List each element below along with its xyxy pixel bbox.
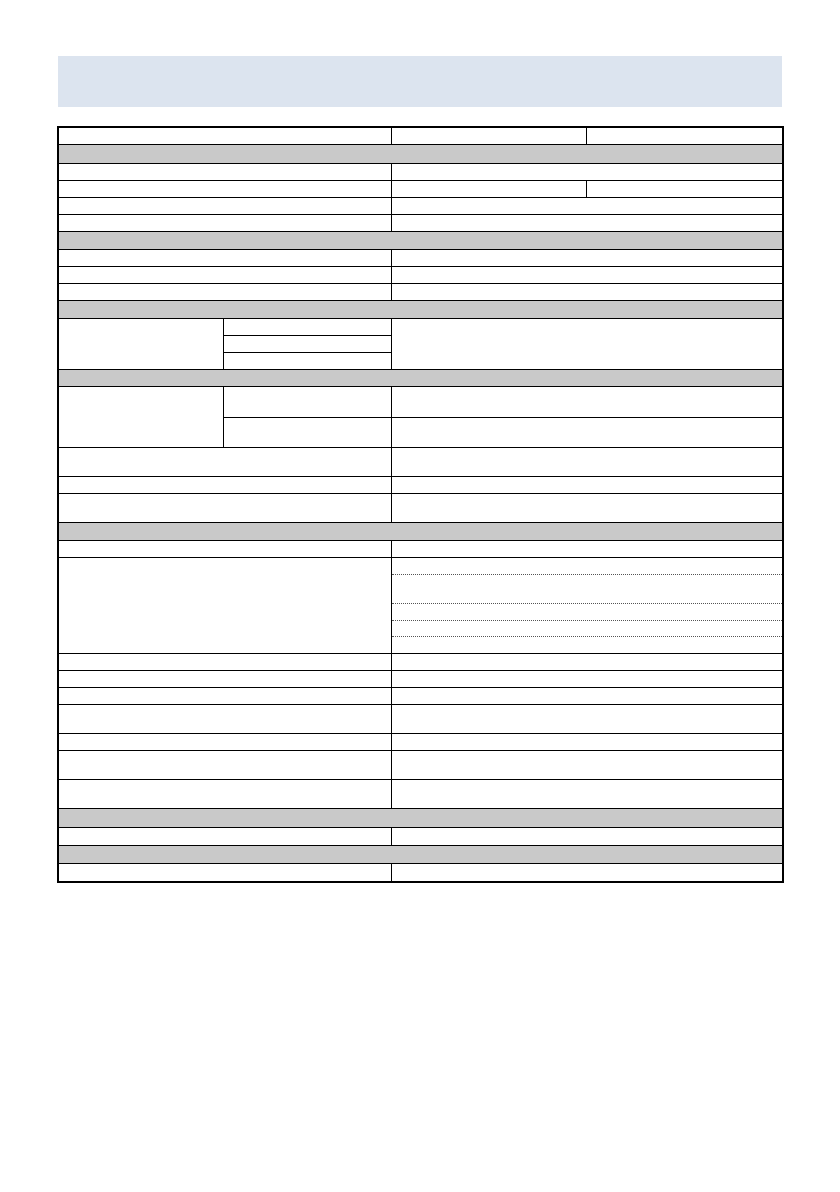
section-header [59, 809, 782, 828]
spec-value [587, 181, 782, 198]
spec-label [59, 705, 392, 734]
table-header-cell [392, 128, 587, 145]
spec-label [59, 164, 392, 181]
spec-group-label [59, 387, 224, 448]
spec-value [392, 494, 782, 523]
section-header [59, 301, 782, 319]
spec-label [59, 448, 392, 477]
spec-value [392, 164, 782, 181]
spec-value [392, 751, 782, 780]
spec-label [59, 828, 392, 846]
spec-value [392, 215, 782, 232]
spec-label [59, 215, 392, 232]
section-header [59, 370, 782, 387]
spec-value [392, 319, 782, 370]
spec-value [392, 198, 782, 215]
spec-value [392, 828, 782, 846]
spec-value [392, 734, 782, 751]
spec-value [392, 688, 782, 705]
spec-value [392, 477, 782, 494]
spec-value [392, 387, 782, 418]
table-header-cell [587, 128, 782, 145]
section-header [59, 846, 782, 864]
spec-label [59, 780, 392, 809]
spec-value [392, 558, 782, 575]
spec-label [59, 267, 392, 284]
spec-value [392, 604, 782, 621]
spec-label [59, 688, 392, 705]
spec-sub-label [224, 336, 392, 353]
section-header [59, 232, 782, 250]
spec-label [59, 864, 392, 881]
spec-value [392, 267, 782, 284]
section-header [59, 523, 782, 541]
spec-table [57, 126, 784, 883]
spec-value [392, 284, 782, 301]
spec-label [59, 654, 392, 671]
spec-value [392, 654, 782, 671]
spec-label [59, 181, 392, 198]
spec-label [59, 494, 392, 523]
spec-value [392, 621, 782, 637]
spec-sub-label [224, 319, 392, 336]
spec-label [59, 671, 392, 688]
spec-label [59, 751, 392, 780]
spec-label [59, 541, 392, 558]
spec-label [59, 734, 392, 751]
spec-label [59, 250, 392, 267]
spec-label [59, 558, 392, 654]
spec-value [392, 637, 782, 654]
spec-value [392, 250, 782, 267]
spec-group-label [59, 319, 224, 370]
spec-label [59, 477, 392, 494]
spec-sub-label [224, 353, 392, 370]
spec-value [392, 780, 782, 809]
spec-value [392, 705, 782, 734]
spec-label [59, 198, 392, 215]
spec-value [392, 575, 782, 604]
spec-sub-label [224, 387, 392, 418]
spec-value [392, 418, 782, 448]
spec-value [392, 541, 782, 558]
spec-sub-label [224, 418, 392, 448]
spec-value [392, 448, 782, 477]
spec-value [392, 181, 587, 198]
spec-value [392, 864, 782, 881]
section-header [59, 145, 782, 164]
spec-label [59, 284, 392, 301]
title-banner [58, 56, 782, 107]
table-header-cell [59, 128, 392, 145]
spec-value [392, 671, 782, 688]
